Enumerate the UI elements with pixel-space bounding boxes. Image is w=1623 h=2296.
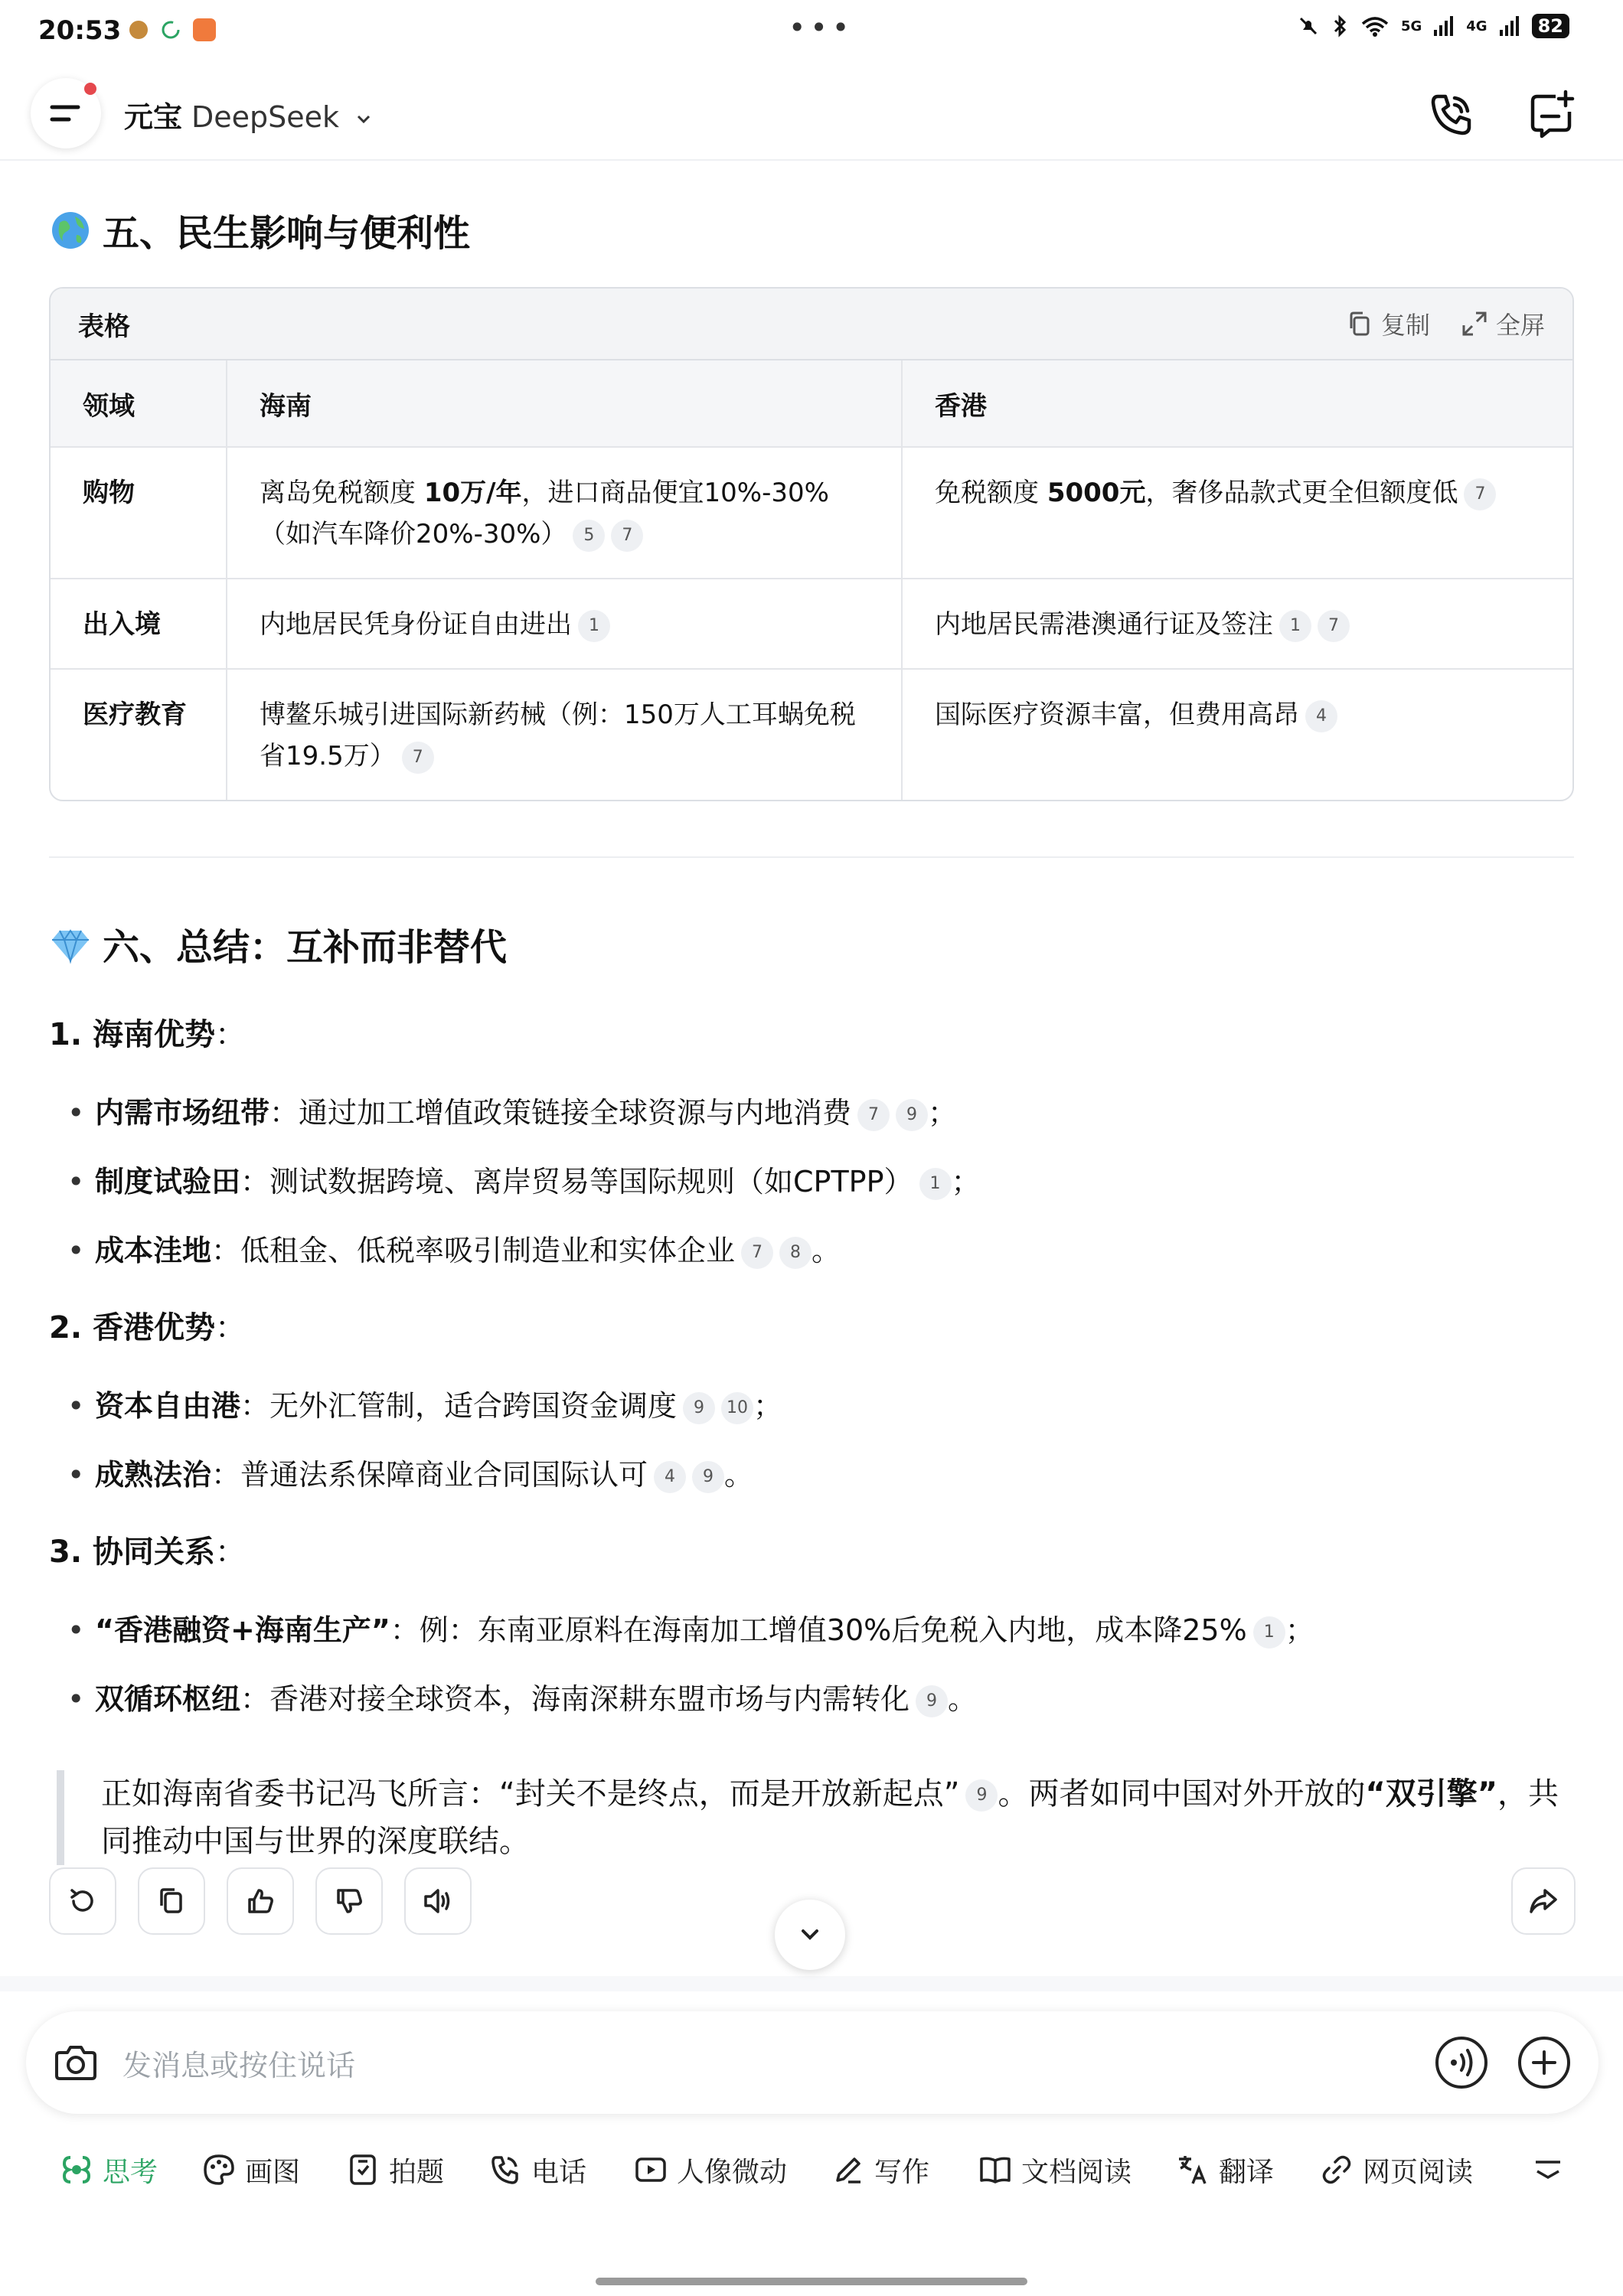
expand-icon — [1461, 310, 1488, 338]
pen-icon — [830, 2151, 867, 2188]
citation-badge[interactable]: 9 — [692, 1461, 724, 1493]
col-header-field: 领域 — [51, 360, 227, 447]
section6-title: 六、总结：互补而非替代 — [103, 926, 508, 969]
row-field: 出入境 — [51, 579, 227, 669]
copy-message-button[interactable] — [138, 1867, 205, 1935]
cell-text: 离岛免税额度 — [260, 478, 424, 508]
list-item: • 成熟法治：普通法系保障商业合同国际认可 4 9 。 — [49, 1456, 1574, 1494]
share-icon — [1527, 1884, 1560, 1918]
cell-text: 国际医疗资源丰富，但费用高昂 — [935, 700, 1299, 730]
translate-icon — [1174, 2151, 1211, 2188]
table-toolbar — [51, 289, 1572, 360]
palette-icon — [201, 2151, 237, 2188]
citation-badge[interactable]: 5 — [573, 520, 605, 552]
tool-label: 人像微动 — [677, 2156, 788, 2188]
row-hainan — [227, 579, 902, 669]
voice-mode-icon[interactable] — [1433, 2034, 1490, 2091]
app-header — [0, 70, 1623, 161]
status-bar — [0, 0, 1623, 61]
cell-text: 内地居民需港澳通行证及签注 — [935, 609, 1273, 640]
cell-bold: 5000元 — [1047, 478, 1146, 508]
table-label: 表格 — [78, 311, 130, 342]
phone-icon — [487, 2151, 524, 2188]
table-row — [51, 669, 1572, 800]
model-selector[interactable] — [124, 93, 374, 135]
chevron-down-icon — [354, 109, 374, 129]
row-field: 医疗教育 — [51, 669, 227, 800]
tool-label: 文档阅读 — [1021, 2156, 1132, 2188]
section-divider — [49, 856, 1574, 858]
bullet-list — [49, 1387, 1574, 1494]
citation-badge[interactable]: 1 — [578, 610, 610, 642]
add-icon[interactable] — [1516, 2034, 1572, 2091]
chevron-down-icon — [795, 1919, 825, 1950]
status-time: 20:53 — [38, 15, 122, 46]
fullscreen-label: 全屏 — [1495, 311, 1545, 340]
table-header-row — [51, 360, 1572, 447]
sync-icon — [159, 17, 182, 43]
tool-label: 网页阅读 — [1363, 2156, 1474, 2188]
copy-icon — [1346, 310, 1373, 338]
notification-icons — [127, 17, 217, 43]
call-button[interactable] — [1421, 84, 1482, 145]
closing-quote: 正如海南省委书记冯飞所言：“封关不是终点，而是开放新起点” 9 。两者如同中国对外开放的“双引擎”，共同推动中国与世界的深度联结。 — [57, 1770, 1574, 1865]
scroll-to-bottom-button[interactable] — [775, 1900, 845, 1970]
mute-icon — [1297, 15, 1320, 38]
tool-label: 拍题 — [389, 2156, 445, 2188]
scan-question-icon — [345, 2151, 381, 2188]
battery-level: 82 — [1532, 14, 1569, 38]
new-chat-icon — [1522, 84, 1583, 145]
speaker-icon — [421, 1884, 455, 1918]
citation-badge[interactable]: 9 — [965, 1779, 998, 1812]
book-icon — [977, 2151, 1014, 2188]
thumbs-down-icon — [332, 1884, 366, 1918]
list-item: • 双循环枢纽：香港对接全球资本，海南深耕东盟市场与内需转化 9 。 — [49, 1680, 1574, 1718]
collapse-icon — [1530, 2151, 1566, 2188]
col-header-hainan: 海南 — [227, 360, 902, 447]
citation-badge[interactable]: 9 — [916, 1685, 948, 1717]
globe-icon — [49, 209, 92, 252]
row-hongkong — [902, 579, 1572, 669]
row-hongkong — [902, 669, 1572, 800]
signal-icon — [1432, 15, 1455, 38]
group-title: 1. 海南优势： — [49, 1017, 246, 1052]
menu-button[interactable] — [31, 78, 101, 148]
list-item: • 内需市场纽带：通过加工增值政策链接全球资源与内地消费 7 9 ； — [49, 1094, 1574, 1132]
citation-badge[interactable]: 7 — [857, 1099, 890, 1131]
section5-title: 五、民生影响与便利性 — [103, 212, 471, 255]
tool-doc-reading[interactable] — [977, 2151, 1132, 2190]
tool-web-reading[interactable] — [1318, 2151, 1473, 2190]
message-input-bar[interactable] — [26, 2011, 1599, 2114]
list-item: • “香港融资+海南生产”：例：东南亚原料在海南加工增值30%后免税入内地，成本降25% 1 ； — [49, 1611, 1574, 1649]
feature-toolbar — [0, 2135, 1623, 2204]
tool-label: 电话 — [531, 2156, 587, 2188]
gem-icon — [49, 923, 92, 966]
citation-badge[interactable]: 4 — [654, 1461, 686, 1493]
citation-badge[interactable]: 9 — [683, 1392, 715, 1424]
tool-label: 思考 — [103, 2156, 158, 2188]
network-5g: 5G — [1400, 18, 1422, 34]
citation-badge[interactable]: 8 — [779, 1237, 812, 1269]
fullscreen-button[interactable] — [1461, 306, 1545, 341]
tool-label: 写作 — [874, 2156, 930, 2188]
status-right — [1297, 14, 1569, 38]
cell-bold: 10万/年 — [423, 478, 522, 508]
suggestion-strip — [0, 1976, 1623, 1991]
link-icon — [1318, 2151, 1355, 2188]
citation-badge[interactable]: 7 — [741, 1237, 773, 1269]
cell-text: ，奢侈品款式更全但额度低 — [1145, 478, 1458, 508]
thumbs-up-icon — [243, 1884, 277, 1918]
citation-badge[interactable]: 1 — [919, 1168, 952, 1200]
cell-text: ，进口商品便宜10%-30%（如汽车降价20%-30%） — [260, 478, 829, 550]
bluetooth-icon — [1331, 15, 1349, 38]
section6-heading — [49, 918, 1574, 970]
tool-label: 翻译 — [1219, 2156, 1275, 2188]
tool-draw[interactable] — [201, 2151, 300, 2190]
copy-icon — [155, 1884, 188, 1918]
network-4g: 4G — [1466, 18, 1487, 34]
message-input-placeholder[interactable]: 发消息或按住说话 — [122, 2049, 356, 2082]
citation-badge[interactable]: 7 — [402, 742, 434, 774]
citation-badge[interactable]: 7 — [1318, 610, 1350, 642]
citation-badge[interactable]: 7 — [611, 520, 643, 552]
comparison-table — [51, 360, 1572, 800]
row-hainan — [227, 447, 902, 579]
citation-badge[interactable]: 1 — [1253, 1616, 1285, 1649]
cell-text: 免税额度 — [935, 478, 1047, 508]
app-badge-icon — [191, 17, 217, 43]
group-title: 2. 香港优势： — [49, 1310, 246, 1345]
tool-portrait-motion[interactable] — [632, 2151, 787, 2190]
tool-phone[interactable] — [487, 2151, 586, 2190]
camera-icon[interactable] — [49, 2036, 103, 2089]
refresh-icon — [66, 1884, 100, 1918]
tool-translate[interactable] — [1174, 2151, 1274, 2190]
app-notification-icon — [127, 17, 150, 43]
cell-text: 博鳌乐城引进国际新药械（例：150万人工耳蜗免税省19.5万） — [260, 700, 856, 771]
cell-text: 内地居民凭身份证自由进出 — [260, 609, 572, 640]
comparison-table-card — [49, 287, 1574, 801]
new-chat-button[interactable] — [1522, 84, 1583, 145]
section5-heading — [49, 204, 1574, 256]
bullet-list — [49, 1611, 1574, 1718]
dislike-button[interactable] — [315, 1867, 383, 1935]
video-icon — [632, 2151, 669, 2188]
model-name: DeepSeek — [191, 100, 340, 134]
table-row — [51, 579, 1572, 669]
list-item: • 制度试验田：测试数据跨境、离岸贸易等国际规则（如CPTPP） 1 ； — [49, 1163, 1574, 1201]
list-item: • 成本洼地：低租金、低税率吸引制造业和实体企业 7 8 。 — [49, 1231, 1574, 1270]
app-name: 元宝 — [124, 100, 183, 134]
like-button[interactable] — [227, 1867, 294, 1935]
citation-badge[interactable]: 7 — [1464, 478, 1496, 510]
citation-badge[interactable]: 9 — [896, 1099, 928, 1131]
citation-badge[interactable]: 4 — [1305, 700, 1337, 732]
list-item: • 资本自由港：无外汇管制，适合跨国资金调度 9 10 ； — [49, 1387, 1574, 1425]
table-row — [51, 447, 1572, 579]
row-hongkong — [902, 447, 1572, 579]
copy-label: 复制 — [1380, 311, 1430, 340]
tool-think[interactable] — [58, 2151, 158, 2190]
toolbar-collapse-button[interactable] — [1530, 2151, 1566, 2188]
status-dots: ••• — [789, 11, 854, 44]
copy-table-button[interactable] — [1346, 306, 1430, 341]
home-indicator[interactable] — [596, 2278, 1027, 2285]
citation-badge[interactable]: 1 — [1279, 610, 1311, 642]
unread-dot — [84, 83, 96, 95]
share-button[interactable] — [1511, 1867, 1576, 1935]
signal-icon-2 — [1498, 15, 1521, 38]
wifi-icon — [1360, 15, 1390, 38]
summary-list — [49, 1010, 1574, 1865]
col-header-hongkong: 香港 — [902, 360, 1572, 447]
group-title: 3. 协同关系： — [49, 1534, 246, 1570]
chat-content — [49, 161, 1574, 1865]
think-icon — [58, 2151, 95, 2188]
read-aloud-button[interactable] — [404, 1867, 472, 1935]
citation-badge[interactable]: 10 — [721, 1392, 753, 1424]
regenerate-button[interactable] — [49, 1867, 116, 1935]
tool-writing[interactable] — [830, 2151, 929, 2190]
tool-photo-question[interactable] — [345, 2151, 444, 2190]
tool-label: 画图 — [245, 2156, 301, 2188]
bullet-list — [49, 1094, 1574, 1270]
phone-call-icon — [1421, 84, 1482, 145]
row-field: 购物 — [51, 447, 227, 579]
row-hainan — [227, 669, 902, 800]
